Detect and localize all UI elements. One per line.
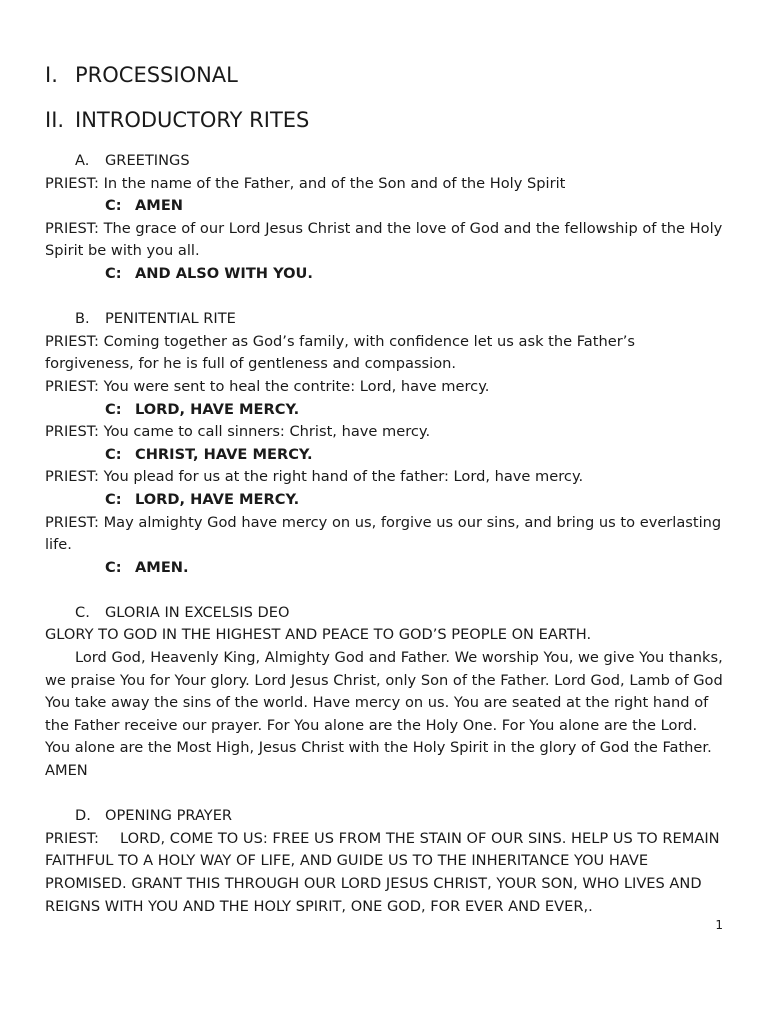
page-number: 1 [715, 918, 723, 932]
subheading-letter: D. [75, 807, 91, 825]
response-text: AMEN. [135, 558, 189, 576]
heading-number: I. [45, 63, 58, 87]
subheading-opening-prayer [45, 805, 725, 828]
priest-line: PRIEST: Coming together as God’s family, with confidence let us ask the Father’s forgiveness, for he is full of gentleness and compassion. [45, 332, 635, 373]
response-marker: C: [105, 445, 122, 463]
subheading-letter: B. [75, 310, 90, 328]
subheading-penitential [45, 308, 725, 331]
response-marker: C: [105, 558, 122, 576]
response-text: LORD, HAVE MERCY. [135, 400, 300, 418]
prayer-text: LORD, COME TO US: FREE US FROM THE STAIN OF OUR SINS. HELP US TO REMAIN FAITHFUL TO A HOLY WAY OF LIFE, AND GUIDE US TO THE INHERITANCE YOU HAVE PROMISED. GRANT THIS THROUGH OUR LORD JESUS CHRIST, YOUR SON, WHO LIVES AND REIGNS WITH YOU AND THE HOLY SPIRIT, ONE GOD, FOR EVER AND EVER,. [45, 829, 720, 915]
response-marker: C: [105, 490, 122, 508]
response-marker: C: [105, 264, 122, 282]
gloria-body: Lord God, Heavenly King, Almighty God and Father. We worship You, we give You thanks, we praise You for Your glory. Lord Jesus Christ, only Son of the Father. Lord God, Lamb of God You take away the sins of the world. Have mercy on us. You are seated at the right hand of the Father receive our prayer. For You alone are the Holy One. For You alone are the Lord. You alone are the Most High, Jesus Christ with the Holy Spirit in the glory of God the Father. AMEN [45, 649, 723, 780]
congregation-response [45, 263, 725, 286]
subheading-letter: A. [75, 152, 90, 169]
section-greetings [45, 150, 725, 286]
gloria-intro-line: GLORY TO GOD IN THE HIGHEST AND PEACE TO GOD’S PEOPLE ON EARTH. [45, 626, 592, 644]
response-text: LORD, HAVE MERCY. [135, 490, 300, 508]
response-text: AND ALSO WITH YOU. [135, 264, 313, 282]
opening-prayer-text [45, 828, 725, 918]
section-penitential-rite [45, 308, 725, 579]
subheading-gloria [45, 602, 725, 625]
subheading-letter: C. [75, 603, 90, 621]
response-text: CHRIST, HAVE MERCY. [135, 445, 313, 463]
congregation-response [45, 444, 725, 467]
congregation-response [45, 195, 725, 218]
heading-introductory-rites [45, 105, 725, 135]
subheading-greetings [45, 150, 725, 173]
priest-line: PRIEST: May almighty God have mercy on us, forgive us our sins, and bring us to everlasting life. [45, 513, 722, 554]
section-gloria [45, 602, 725, 783]
heading-text: PROCESSIONAL [75, 63, 238, 87]
heading-number: II. [45, 108, 65, 132]
subheading-title: OPENING PRAYER [105, 807, 233, 825]
congregation-response [45, 489, 725, 512]
priest-label: PRIEST: [45, 829, 99, 847]
response-text: AMEN [135, 197, 183, 215]
priest-line: PRIEST: You plead for us at the right hand of the father: Lord, have mercy. [45, 468, 584, 486]
priest-line: PRIEST: You came to call sinners: Christ, have mercy. [45, 423, 431, 441]
congregation-response [45, 399, 725, 422]
priest-line: PRIEST: In the name of the Father, and of the Son and of the Holy Spirit [45, 174, 566, 192]
heading-processional [45, 60, 725, 90]
heading-text: INTRODUCTORY RITES [75, 108, 310, 132]
priest-line: PRIEST: The grace of our Lord Jesus Christ and the love of God and the fellowship of the Holy Spirit be with you all. [45, 219, 723, 260]
response-marker: C: [105, 400, 122, 418]
congregation-response [45, 557, 725, 580]
subheading-title: GREETINGS [105, 152, 190, 169]
response-marker: C: [105, 197, 122, 215]
priest-line: PRIEST: You were sent to heal the contrite: Lord, have mercy. [45, 377, 490, 395]
section-opening-prayer [45, 805, 725, 918]
document-page [45, 60, 725, 918]
subheading-title: GLORIA IN EXCELSIS DEO [105, 603, 290, 621]
subheading-title: PENITENTIAL RITE [105, 310, 236, 328]
